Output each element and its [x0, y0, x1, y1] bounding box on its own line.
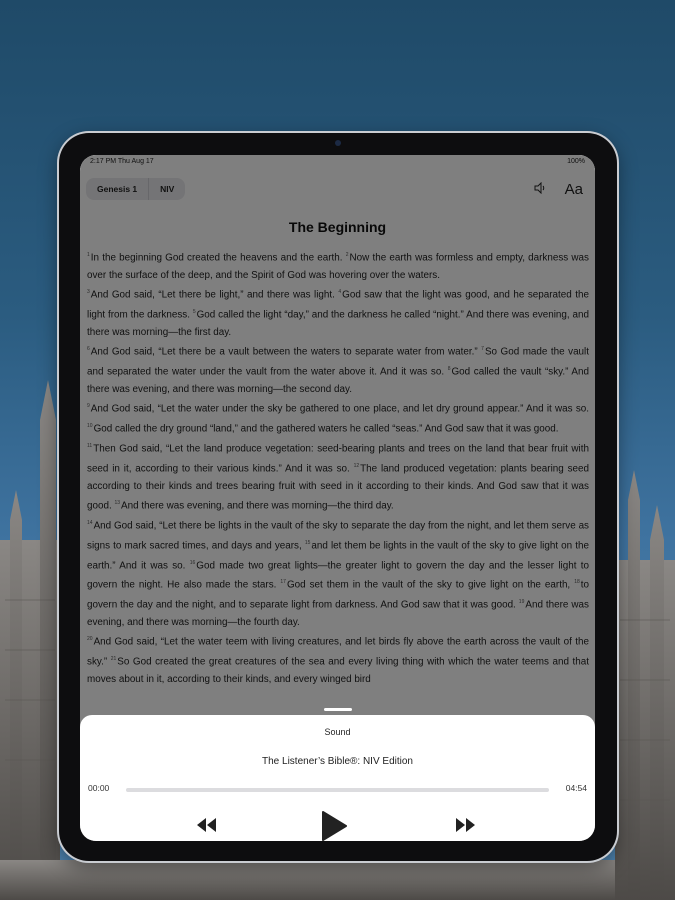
- ipad-device-frame: [59, 133, 617, 861]
- camera-icon: [335, 140, 341, 146]
- sheet-grabber[interactable]: [324, 708, 352, 711]
- audio-edition-label: The Listener’s Bible®: NIV Edition: [262, 756, 413, 767]
- ipad-screen: [80, 155, 595, 841]
- play-icon[interactable]: [321, 811, 347, 841]
- progress-slider[interactable]: [126, 788, 549, 792]
- sheet-title: Sound: [324, 727, 351, 737]
- sound-sheet: [80, 715, 595, 841]
- elapsed-time: 00:00: [88, 783, 110, 793]
- fast-forward-icon[interactable]: [455, 818, 475, 837]
- playback-controls: [80, 811, 595, 841]
- total-time: 04:54: [565, 783, 587, 793]
- rewind-icon[interactable]: [197, 818, 217, 837]
